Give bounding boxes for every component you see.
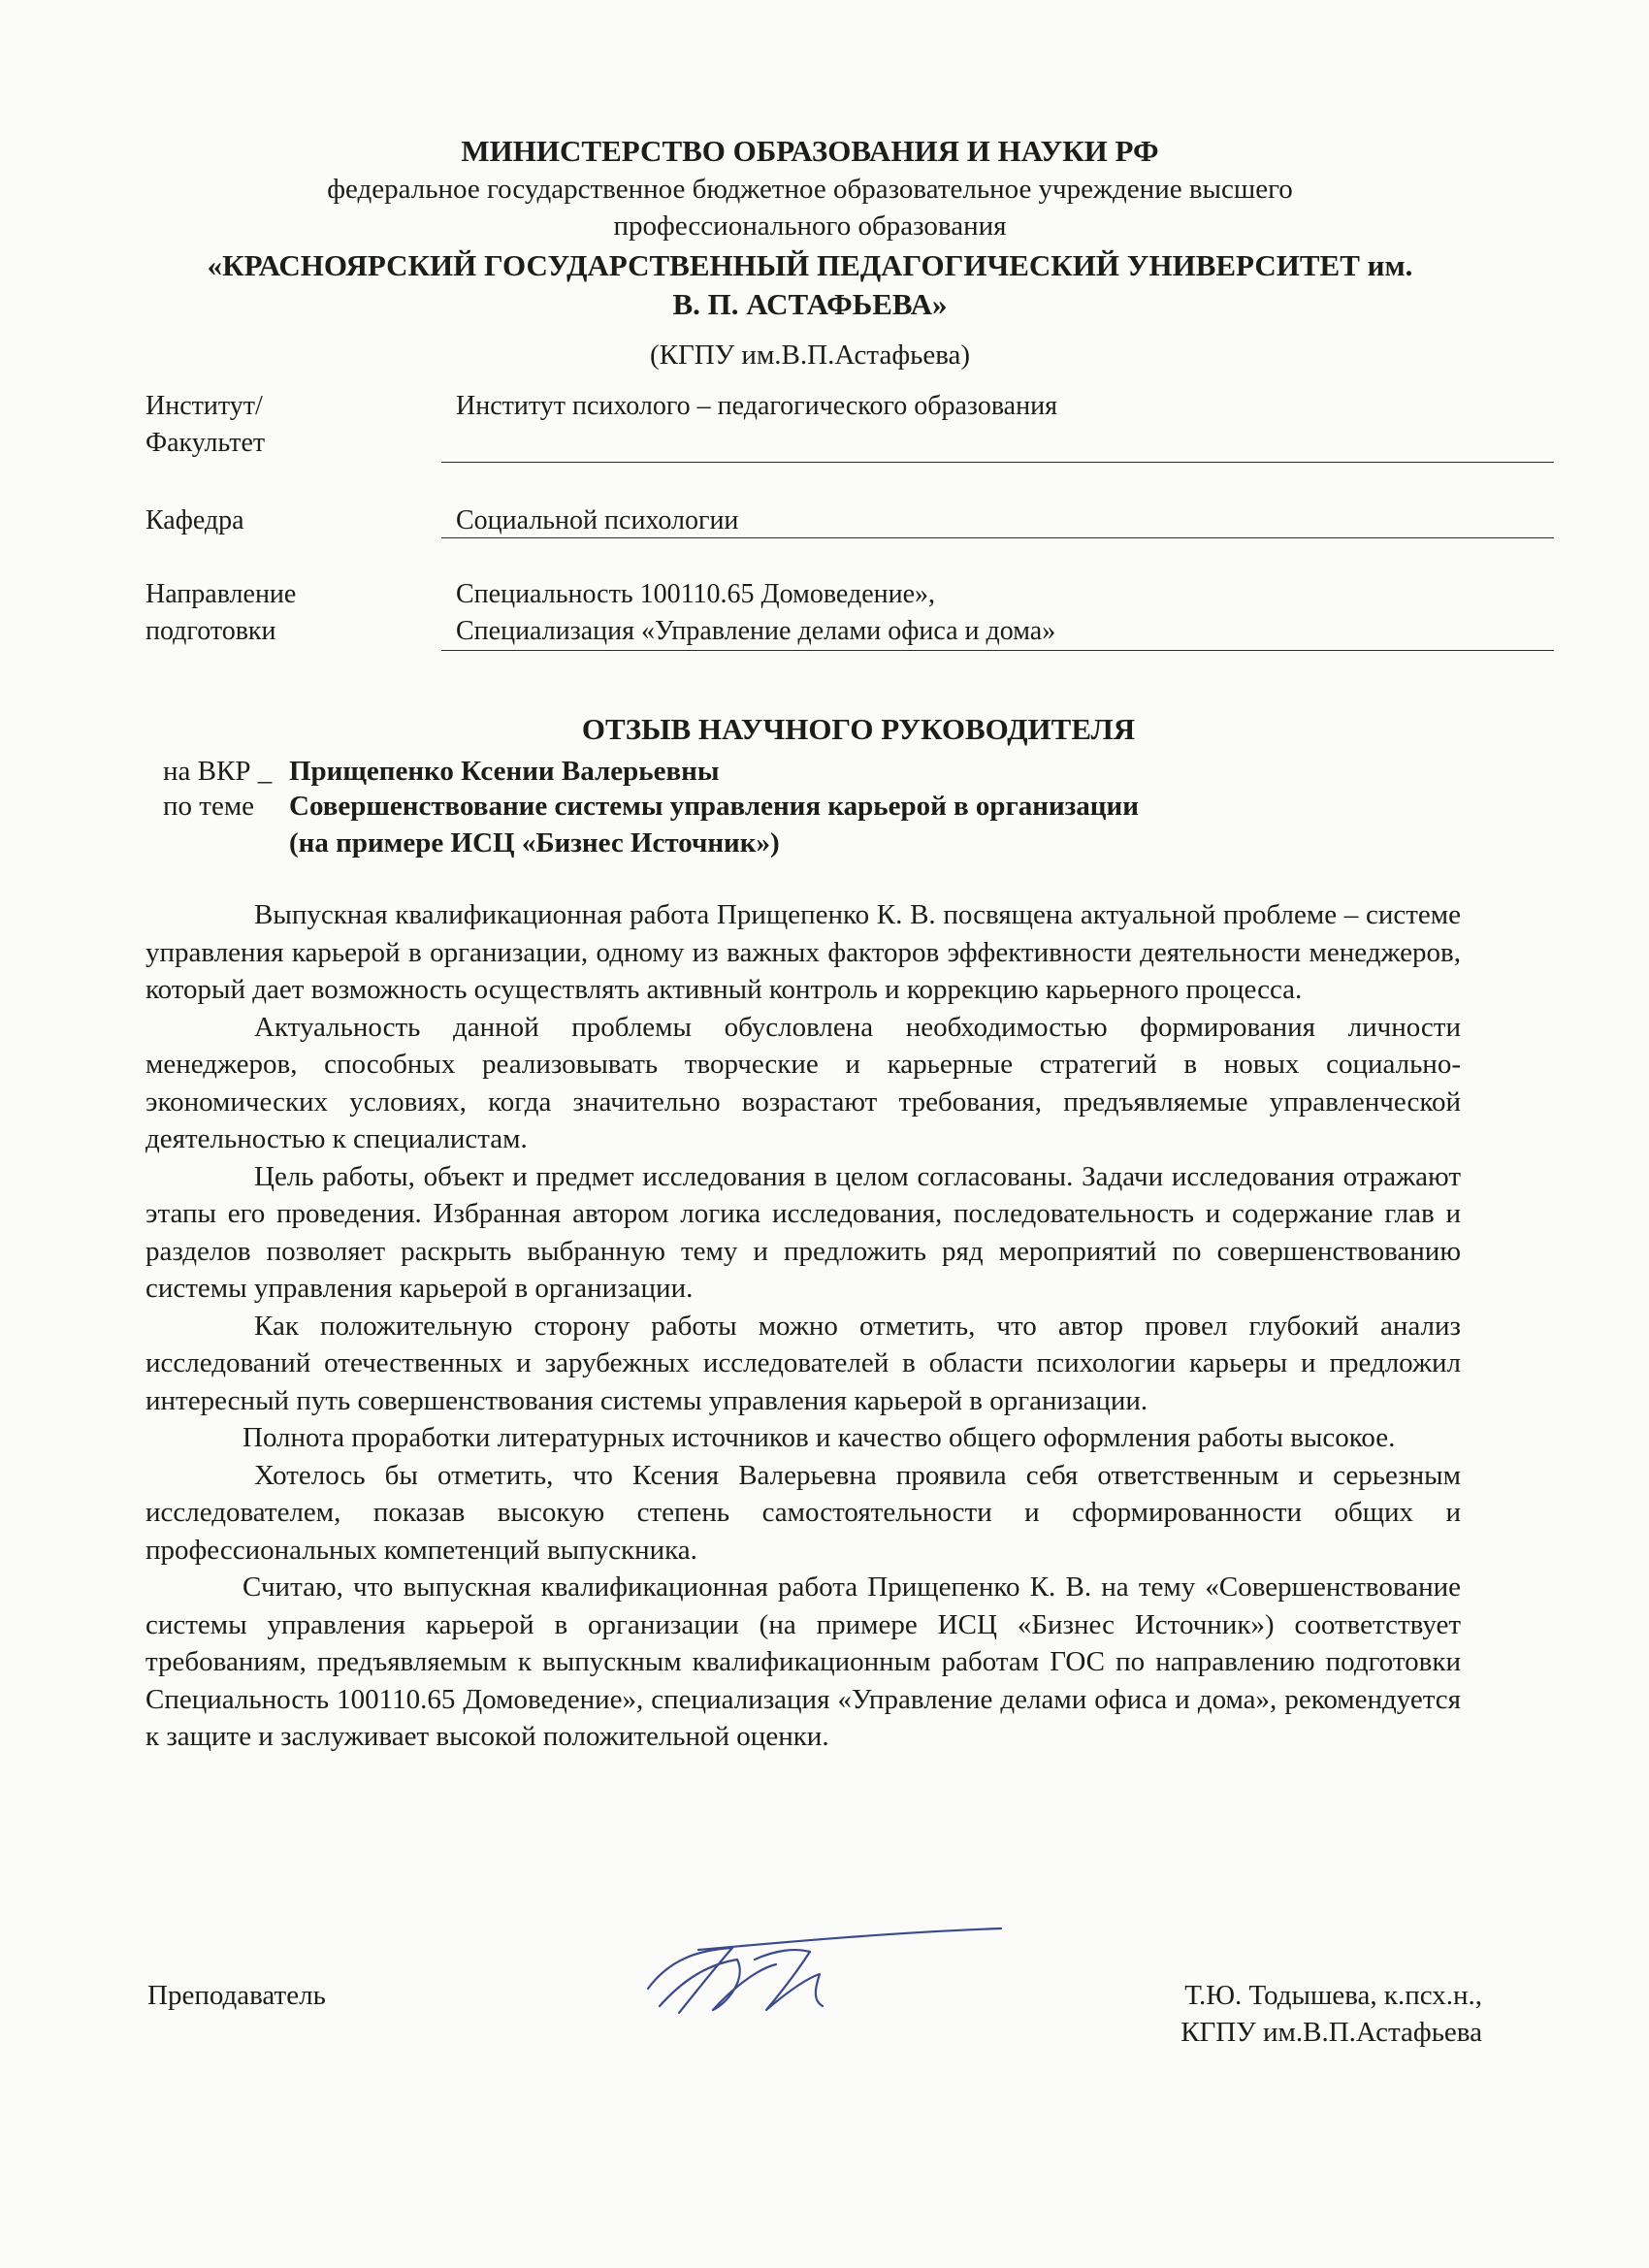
institute-label-line-1: Институт/ — [146, 391, 263, 421]
institute-underline — [441, 462, 1554, 463]
review-title: ОТЗЫВ НАУЧНОГО РУКОВОДИТЕЛЯ — [581, 712, 1136, 746]
direction-value-line-2: Специализация «Управление делами офиса и дома» — [456, 616, 1056, 646]
department-label: Кафедра — [146, 505, 244, 535]
institute-value: Институт психолого – педагогического образования — [456, 391, 1057, 421]
direction-label-line-2: подготовки — [146, 616, 276, 646]
signer-name: Т.Ю. Тодышева, к.псх.н., — [1184, 1980, 1482, 2011]
review-topic-line-2 — [163, 825, 1492, 861]
paragraph-4: Как положительную сторону работы можно отметить, что автор провел глубокий анализ исследований отечественных и зарубежных исследователей в области психологии карьеры и предложил интересный путь совершенствования системы управления карьерой в организации. — [146, 1310, 1461, 1416]
direction-underline — [441, 650, 1554, 651]
institution-type-line-2: профессионального образования — [613, 211, 1007, 242]
paragraph-5: Полнота проработки литературных источников и качество общего оформления работы высокое. — [242, 1422, 1396, 1453]
ministry-line: МИНИСТЕРСТВО ОБРАЗОВАНИЯ И НАУКИ РФ — [461, 134, 1159, 168]
institute-label-line-2: Факультет — [146, 428, 266, 458]
paragraph-1: Выпускная квалификационная работа Прищепенко К. В. посвящена актуальной проблеме – системе управления карьерой в организации, одному из важных факторов эффективности деятельности менеджеров, который дает возможность осуществлять активный контроль и коррекцию карьерного процесса. — [146, 899, 1461, 1005]
institute-label — [146, 388, 436, 462]
department-field — [146, 502, 1554, 545]
document-header — [146, 132, 1474, 374]
paragraph-2: Актуальность данной проблемы обусловлена необходимостью формирования личности менеджеров, способных реализовывать творческие и карьерные стратегий в новых социально-экономических условиях, когда значительно возрастают требования, предъявляемые управленческой деятельностью к специалистам. — [146, 1011, 1461, 1154]
topic-label: по теме — [163, 791, 255, 822]
direction-value — [456, 576, 1552, 650]
review-body — [146, 896, 1461, 1756]
topic-line-1: Совершенствование системы управления карьерой в организации — [289, 791, 1139, 822]
paragraph-7: Считаю, что выпускная квалификационная работа Прищепенко К. В. на тему «Совершенствование системы управления карьерой в организации (на примере ИСЦ «Бизнес Источник») соответствует требованиям, предъявляемым к выпускным квалификационным работам ГОС по направлению подготовки Специальность 100110.65 Домоведение», специализация «Управление делами офиса и дома», рекомендуется к защите и заслуживает высокой положительной оценки. — [146, 1571, 1461, 1752]
department-underline — [441, 537, 1554, 538]
institution-type-line-1: федеральное государственное бюджетное образовательное учреждение высшего — [327, 174, 1293, 205]
university-name-line-1: «КРАСНОЯРСКИЙ ГОСУДАРСТВЕННЫЙ ПЕДАГОГИЧЕСКИЙ УНИВЕРСИТЕТ им. — [207, 248, 1413, 282]
direction-label-line-1: Направление — [146, 579, 297, 609]
review-on-label: на ВКР _ — [163, 756, 273, 787]
signature — [640, 1921, 1018, 2027]
review-student-line — [163, 753, 1492, 790]
institute-field — [146, 388, 1554, 466]
direction-label — [146, 576, 436, 650]
paragraph-6: Хотелось бы отметить, что Ксения Валерьевна проявила себя ответственным и серьезным исследователем, показав высокую степень самостоятельности и сформированности общих и профессиональных компетенций выпускника. — [146, 1459, 1461, 1566]
signer-role: Преподаватель — [147, 1980, 326, 2011]
signer-block — [1067, 1977, 1482, 2051]
topic-line-2: (на примере ИСЦ «Бизнес Источник») — [289, 827, 780, 859]
direction-field — [146, 576, 1554, 654]
university-short-name: (КГПУ им.В.П.Астафьева) — [649, 340, 971, 371]
student-name: Прищепенко Ксении Валерьевны — [289, 756, 720, 787]
direction-value-line-1: Специальность 100110.65 Домоведение», — [456, 579, 936, 609]
department-value: Социальной психологии — [456, 505, 739, 535]
paragraph-3: Цель работы, объект и предмет исследования в целом согласованы. Задачи исследования отражают этапы его проведения. Избранная автором логика исследования, последовательность и содержание глав и разделов позволяет раскрыть выбранную тему и предложить ряд мероприятий по совершенствованию системы управления карьерой в организации. — [146, 1160, 1461, 1304]
signer-affiliation: КГПУ им.В.П.Астафьева — [1180, 2017, 1482, 2048]
review-topic-line — [163, 788, 1492, 825]
university-name-line-2: В. П. АСТАФЬЕВА» — [672, 287, 948, 321]
